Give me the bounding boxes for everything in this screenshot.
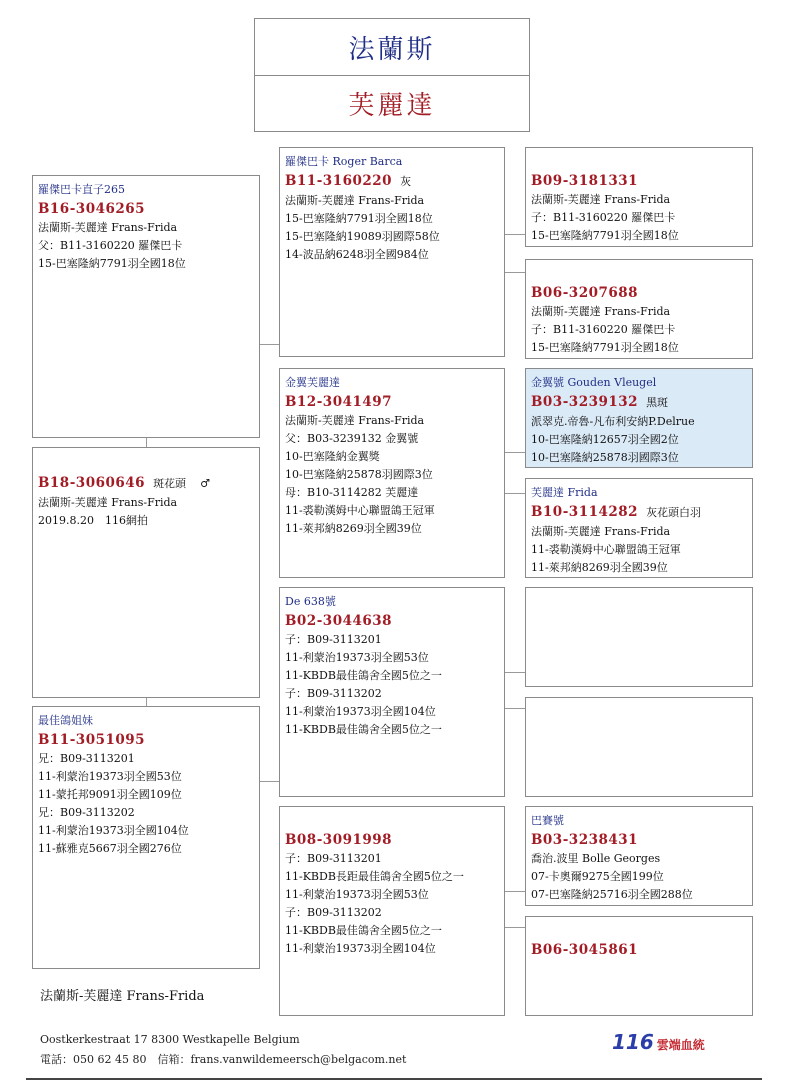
subject-line: 2019.8.20 116網拍 — [38, 514, 148, 527]
site-logo — [612, 1030, 705, 1054]
ss-line: 法蘭斯-芙麗達 Frans-Frida — [285, 194, 425, 207]
footer-address: Oostkerkestraat 17 8300 Westkapelle Belgium — [40, 1033, 300, 1046]
ddd-box — [525, 916, 753, 1016]
ss-line: 15-巴塞隆納7791羽全國18位 — [285, 212, 433, 225]
sds-line: 10-巴塞隆納12657羽全國2位 — [531, 433, 679, 446]
sds-line: 派翠克.帝魯-凡布利安納P.Delrue — [531, 415, 695, 428]
dam-ring: B11-3051095 — [38, 732, 146, 748]
dam-line: 11-蘇雅克5667羽全國276位 — [38, 842, 182, 855]
ss-line: 14-波品納6248羽全國984位 — [285, 248, 429, 261]
subject-sex: ♂ — [200, 477, 210, 490]
sdd-name: 芙麗達 Frida — [531, 486, 598, 499]
sire-dam-box — [279, 368, 505, 578]
sd-name: 金翼芙麗達 — [285, 376, 340, 389]
dam-box — [32, 706, 260, 969]
ssd-ring: B06-3207688 — [531, 285, 639, 301]
sds-color: 黑斑 — [646, 396, 669, 409]
dam-line: 兄：B09-3113202 — [38, 806, 135, 819]
sd-line: 母：B10-3114282 芙麗達 — [285, 486, 419, 499]
sdd-line: 11-裘勒漢姆中心聯盟鴿王冠軍 — [531, 543, 681, 556]
sss-ring: B09-3181331 — [531, 173, 639, 189]
breeder-name: 法蘭斯-芙麗達 Frans-Frida — [40, 989, 205, 1004]
sire-name: 羅傑巴卡直子265 — [38, 183, 125, 196]
dd-line: 11-KBDB長距最佳鴿舍全國5位之一 — [285, 870, 464, 883]
sss-box — [525, 147, 753, 247]
ss-ring: B11-3160220 — [285, 173, 393, 189]
bottom-rule — [26, 1078, 762, 1080]
sdd-color: 灰花頭白羽 — [646, 506, 702, 519]
sire-ring: B16-3046265 — [38, 201, 146, 217]
dam-line: 11-蒙托邦9091羽全國109位 — [38, 788, 182, 801]
sd-line: 法蘭斯-芙麗達 Frans-Frida — [285, 414, 425, 427]
sss-line: 子：B11-3160220 羅傑巴卡 — [531, 211, 676, 224]
ds-line: 11-利蒙治19373羽全國104位 — [285, 705, 436, 718]
footer-contact: 電話：050 62 45 80 信箱：frans.vanwildemeersch@belgacom.net — [40, 1053, 407, 1066]
dd-ring: B08-3091998 — [285, 832, 393, 848]
sire-line: 法蘭斯-芙麗達 Frans-Frida — [38, 221, 178, 234]
sss-line: 法蘭斯-芙麗達 Frans-Frida — [531, 193, 671, 206]
sdd-box — [525, 478, 753, 578]
dds-name: 巴賽號 — [531, 814, 564, 827]
ds-line: 11-KBDB最佳鴿舍全國5位之一 — [285, 723, 442, 736]
logo-number: 116 — [612, 1030, 654, 1054]
dam-name: 最佳鴿姐妹 — [38, 714, 93, 727]
ssd-box — [525, 259, 753, 359]
sds-name: 金翼號 Gouden Vleugel — [531, 376, 657, 389]
dds-line: 07-卡奧爾9275全國199位 — [531, 870, 664, 883]
ds-ring: B02-3044638 — [285, 613, 393, 629]
ssd-line: 法蘭斯-芙麗達 Frans-Frida — [531, 305, 671, 318]
ddd-ring: B06-3045861 — [531, 942, 639, 958]
sd-line: 11-裘勒漢姆中心聯盟鴿王冠軍 — [285, 504, 435, 517]
dds-line: 喬治.波里 Bolle Georges — [531, 852, 661, 865]
sd-line: 10-巴塞隆納25878羽國際3位 — [285, 468, 433, 481]
sire-box — [32, 175, 260, 438]
subject-line: 法蘭斯-芙麗達 Frans-Frida — [38, 496, 178, 509]
loft-name: 法蘭斯 — [255, 19, 529, 76]
ds-line: 子：B09-3113201 — [285, 633, 382, 646]
sss-line: 15-巴塞隆納7791羽全國18位 — [531, 229, 679, 242]
ssd-line: 15-巴塞隆納7791羽全國18位 — [531, 341, 679, 354]
dd-line: 子：B09-3113201 — [285, 852, 382, 865]
sire-sire-box — [279, 147, 505, 357]
ds-line: 子：B09-3113202 — [285, 687, 382, 700]
dss-box — [525, 587, 753, 687]
subject-box — [32, 447, 260, 698]
dam-line: 11-利蒙治19373羽全國53位 — [38, 770, 182, 783]
ss-color: 灰 — [400, 175, 412, 188]
dam-line: 兄：B09-3113201 — [38, 752, 135, 765]
sire-line: 15-巴塞隆納7791羽全國18位 — [38, 257, 186, 270]
dam-sire-box — [279, 587, 505, 797]
logo-text: 雲端血統 — [656, 1038, 705, 1052]
title-box — [254, 18, 530, 132]
ds-line: 11-KBDB最佳鴿舍全國5位之一 — [285, 669, 442, 682]
owner-name: 芙麗達 — [348, 90, 436, 121]
dds-ring: B03-3238431 — [531, 832, 639, 848]
sire-line: 父：B11-3160220 羅傑巴卡 — [38, 239, 183, 252]
sd-line: 父：B03-3239132 金翼號 — [285, 432, 419, 445]
dds-line: 07-巴塞隆納25716羽全國288位 — [531, 888, 693, 901]
dsd-box — [525, 697, 753, 797]
dam-dam-box — [279, 806, 505, 1016]
dd-line: 子：B09-3113202 — [285, 906, 382, 919]
sdd-line: 11-萊邦納8269羽全國39位 — [531, 561, 668, 574]
dam-line: 11-利蒙治19373羽全國104位 — [38, 824, 189, 837]
sds-box — [525, 368, 753, 468]
ss-line: 15-巴塞隆納19089羽國際58位 — [285, 230, 440, 243]
ds-name: De 638號 — [285, 595, 336, 608]
sds-line: 10-巴塞隆納25878羽國際3位 — [531, 451, 679, 464]
ds-line: 11-利蒙治19373羽全國53位 — [285, 651, 429, 664]
ss-name: 羅傑巴卡 Roger Barca — [285, 155, 403, 168]
dds-box — [525, 806, 753, 906]
subject-color: 斑花頭 — [153, 477, 187, 490]
sdd-ring: B10-3114282 — [531, 504, 639, 520]
dd-line: 11-利蒙治19373羽全國104位 — [285, 942, 436, 955]
subject-ring: B18-3060646 — [38, 475, 146, 491]
dd-line: 11-利蒙治19373羽全國53位 — [285, 888, 429, 901]
sd-line: 10-巴塞隆納金翼獎 — [285, 450, 380, 463]
ssd-line: 子：B11-3160220 羅傑巴卡 — [531, 323, 676, 336]
sdd-line: 法蘭斯-芙麗達 Frans-Frida — [531, 525, 671, 538]
sd-ring: B12-3041497 — [285, 394, 393, 410]
sds-ring: B03-3239132 — [531, 394, 639, 410]
sd-line: 11-萊邦納8269羽全國39位 — [285, 522, 422, 535]
dd-line: 11-KBDB最佳鴿舍全國5位之一 — [285, 924, 442, 937]
